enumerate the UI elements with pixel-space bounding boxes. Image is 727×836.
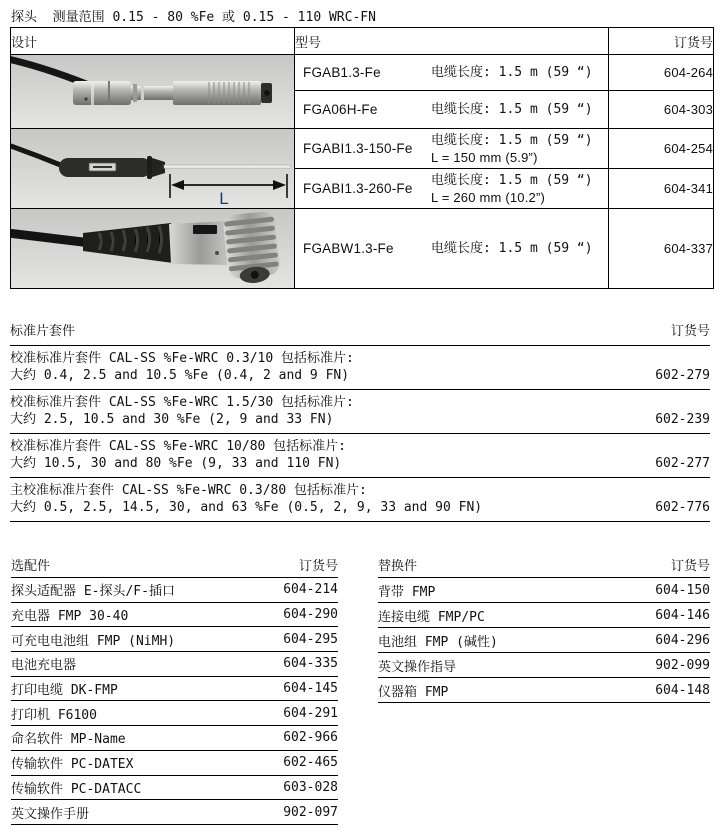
- probe-row: [11, 209, 714, 289]
- standards-kit-name: 校准标准片套件 CAL-SS %Fe-WRC 0.3/10 包括标准片:: [10, 351, 354, 366]
- accessory-row: [11, 627, 338, 652]
- standards-row: [10, 390, 710, 434]
- replacement-table: [378, 552, 710, 703]
- standards-row: [10, 478, 710, 522]
- accessory-row: [11, 652, 338, 677]
- accessory-row: [11, 800, 338, 825]
- accessory-row: [11, 603, 338, 628]
- accessories-table: [11, 552, 338, 825]
- standards-orderno-header: 订货号: [670, 324, 710, 339]
- accessory-order-number: 602-465: [283, 755, 338, 771]
- probe-model: FGABI1.3-260-Fe: [303, 181, 413, 196]
- probe-table: [10, 27, 714, 289]
- probe-model: FGABW1.3-Fe: [303, 241, 394, 256]
- standards-order-number: 602-279: [655, 368, 710, 383]
- probe-model-cell: [295, 169, 609, 209]
- replacement-order-number: 604-148: [655, 682, 710, 698]
- replacement-name: 电池组 FMP (碱性): [378, 634, 498, 650]
- accessory-order-number: 604-290: [283, 607, 338, 623]
- probe-cable-length: 电缆长度: 1.5 m (59 “): [431, 132, 593, 148]
- orderno-column-header: 订货号: [609, 28, 714, 55]
- replacement-row: [378, 578, 710, 603]
- probe-order-number: 604-254: [609, 129, 714, 169]
- standards-order-number: 602-239: [655, 412, 710, 427]
- probe-model: FGAB1.3-Fe: [303, 65, 381, 80]
- accessory-order-number: 604-335: [283, 656, 338, 672]
- angled-probe-image: [11, 209, 294, 288]
- probe-cable-length: 电缆长度: 1.5 m (59 “): [431, 102, 593, 117]
- standards-kit-contents: 大约 2.5, 10.5 and 30 %Fe (2, 9 and 33 FN): [10, 412, 334, 427]
- probe-rod-length: L = 150 mm (5.9”): [431, 149, 538, 165]
- standards-title: 标准片套件: [10, 324, 76, 339]
- accessories-title: 选配件: [11, 559, 51, 574]
- angled-probe-photo: [11, 209, 295, 289]
- replacement-row: [378, 628, 710, 653]
- accessory-name: 探头适配器 E-探头/F-插口: [11, 584, 175, 600]
- accessory-name: 传输软件 PC-DATACC: [11, 781, 142, 797]
- replacement-name: 英文操作指导: [378, 659, 457, 675]
- probe-cable-length: 电缆长度: 1.5 m (59 “): [431, 65, 593, 80]
- replacement-header-row: [378, 552, 710, 578]
- standards-kit-contents: 大约 0.4, 2.5 and 10.5 %Fe (0.4, 2 and 9 FN): [10, 368, 350, 383]
- replacement-orderno-header: 订货号: [670, 559, 710, 574]
- accessory-order-number: 604-291: [283, 705, 338, 721]
- accessory-order-number: 602-966: [283, 730, 338, 746]
- replacement-order-number: 604-296: [655, 632, 710, 648]
- probe-cable-length: 电缆长度: 1.5 m (59 “): [431, 241, 593, 256]
- standards-kit-contents: 大约 10.5, 30 and 80 %Fe (9, 33 and 110 FN): [10, 456, 342, 471]
- replacement-title: 替换件: [378, 559, 418, 574]
- accessory-order-number: 604-145: [283, 681, 338, 697]
- accessory-order-number: 902-097: [283, 804, 338, 820]
- accessory-order-number: 604-295: [283, 631, 338, 647]
- probe-row: [11, 129, 714, 169]
- standards-kit-contents: 大约 0.5, 2.5, 14.5, 30, and 63 %Fe (0.5, 2, 9, 33 and 90 FN): [10, 500, 483, 515]
- probe-model: FGABI1.3-150-Fe: [303, 141, 413, 156]
- replacement-order-number: 604-150: [655, 582, 710, 598]
- probe-model-cell: [295, 91, 609, 129]
- probe-model: FGA06H-Fe: [303, 102, 378, 117]
- accessory-row: [11, 578, 338, 603]
- accessory-row: [11, 677, 338, 702]
- standards-kit-name: 主校准标准片套件 CAL-SS %Fe-WRC 0.3/80 包括标准片:: [10, 483, 367, 498]
- accessory-row: [11, 726, 338, 751]
- standards-row: [10, 346, 710, 390]
- standards-order-number: 602-277: [655, 456, 710, 471]
- probe-order-number: 604-303: [609, 91, 714, 129]
- accessory-name: 打印电缆 DK-FMP: [11, 683, 118, 699]
- standards-kit-name: 校准标准片套件 CAL-SS %Fe-WRC 10/80 包括标准片:: [10, 439, 347, 454]
- replacement-name: 仪器箱 FMP: [378, 684, 449, 700]
- probe-model-cell: [295, 129, 609, 169]
- probe-model-cell: [295, 55, 609, 91]
- accessory-row: [11, 751, 338, 776]
- probe-order-number: 604-264: [609, 55, 714, 91]
- design-column-header: 设计: [11, 28, 295, 55]
- accessory-name: 电池充电器: [11, 658, 77, 674]
- probe-model-cell: [295, 209, 609, 289]
- page-title: 探头 测量范围 0.15 - 80 %Fe 或 0.15 - 110 WRC-FN: [11, 10, 376, 25]
- straight-probe-image: [11, 55, 294, 128]
- accessories-header-row: [11, 552, 338, 578]
- accessories-orderno-header: 订货号: [298, 559, 338, 574]
- standards-order-number: 602-776: [655, 500, 710, 515]
- model-column-header: 型号: [295, 28, 609, 55]
- rod-probe-image: [11, 129, 294, 208]
- standards-kit-name: 校准标准片套件 CAL-SS %Fe-WRC 1.5/30 包括标准片:: [10, 395, 354, 410]
- probe-rod-length: L = 260 mm (10.2”): [431, 189, 546, 205]
- standards-section: [10, 318, 710, 522]
- probe-row: [11, 55, 714, 91]
- accessory-name: 可充电电池组 FMP (NiMH): [11, 633, 176, 649]
- accessory-row: [11, 776, 338, 801]
- accessory-name: 打印机 F6100: [11, 707, 97, 723]
- accessory-name: 传输软件 PC-DATEX: [11, 757, 134, 773]
- accessory-name: 充电器 FMP 30-40: [11, 609, 129, 625]
- accessory-row: [11, 701, 338, 726]
- accessory-order-number: 603-028: [283, 779, 338, 795]
- replacement-row: [378, 603, 710, 628]
- straight-probe-photo: [11, 55, 295, 129]
- accessory-name: 命名软件 MP-Name: [11, 732, 126, 748]
- replacement-row: [378, 678, 710, 703]
- accessory-order-number: 604-214: [283, 582, 338, 598]
- replacement-name: 背带 FMP: [378, 584, 436, 600]
- accessory-name: 英文操作手册: [11, 806, 90, 822]
- standards-row: [10, 434, 710, 478]
- standards-header-row: [10, 318, 710, 346]
- replacement-name: 连接电缆 FMP/PC: [378, 609, 485, 625]
- replacement-row: [378, 653, 710, 678]
- probe-order-number: 604-341: [609, 169, 714, 209]
- replacement-order-number: 902-099: [655, 657, 710, 673]
- length-dimension-label: L: [219, 189, 229, 208]
- probe-cable-length: 电缆长度: 1.5 m (59 “): [431, 172, 593, 188]
- replacement-order-number: 604-146: [655, 607, 710, 623]
- probe-order-number: 604-337: [609, 209, 714, 289]
- rod-probe-photo: [11, 129, 295, 209]
- probe-table-header-row: [11, 28, 714, 55]
